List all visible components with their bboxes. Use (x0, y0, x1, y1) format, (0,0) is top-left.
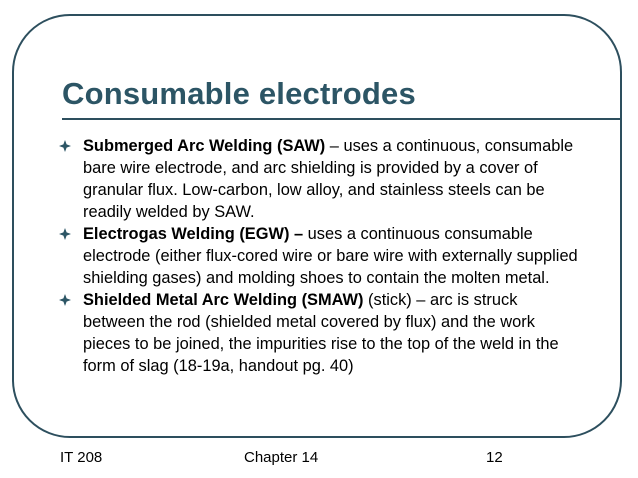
bullet-item-egw (58, 223, 578, 289)
bullet-text: uses a continuous consumable electrode (either flux-cored wire or bare wire with externally supplied shielding gases) and molding shoes to contain the molten metal. (83, 225, 578, 287)
footer-chapter: Chapter 14 (244, 449, 319, 466)
bullet-item-saw (58, 135, 578, 223)
four-petal-diamond-icon (59, 140, 71, 152)
bullet-list (58, 135, 578, 377)
bullet-item-smaw (58, 289, 578, 377)
bullet-term: Submerged Arc Welding (SAW) (83, 137, 326, 155)
bullet-text: (stick) – arc is struck between the rod (shielded metal covered by flux) and the work pieces to be joined, the impurities rise to the top of the weld in the form of slag (18-19a, handout pg. 40) (83, 291, 559, 375)
four-petal-diamond-icon (59, 228, 71, 240)
bullet-term: Shielded Metal Arc Welding (SMAW) (83, 291, 364, 309)
footer-page-number: 12 (486, 449, 503, 466)
four-petal-diamond-icon (59, 294, 71, 306)
title-divider (62, 118, 621, 120)
slide-title: Consumable electrodes (62, 76, 416, 111)
footer-course: IT 208 (60, 449, 103, 466)
bullet-term: Electrogas Welding (EGW) – (83, 225, 304, 243)
bullet-text: – uses a continuous, consumable bare wire electrode, and arc shielding is provided by a cover of granular flux. Low-carbon, low alloy, and stainless steels can be readily welded by SAW. (83, 137, 574, 221)
